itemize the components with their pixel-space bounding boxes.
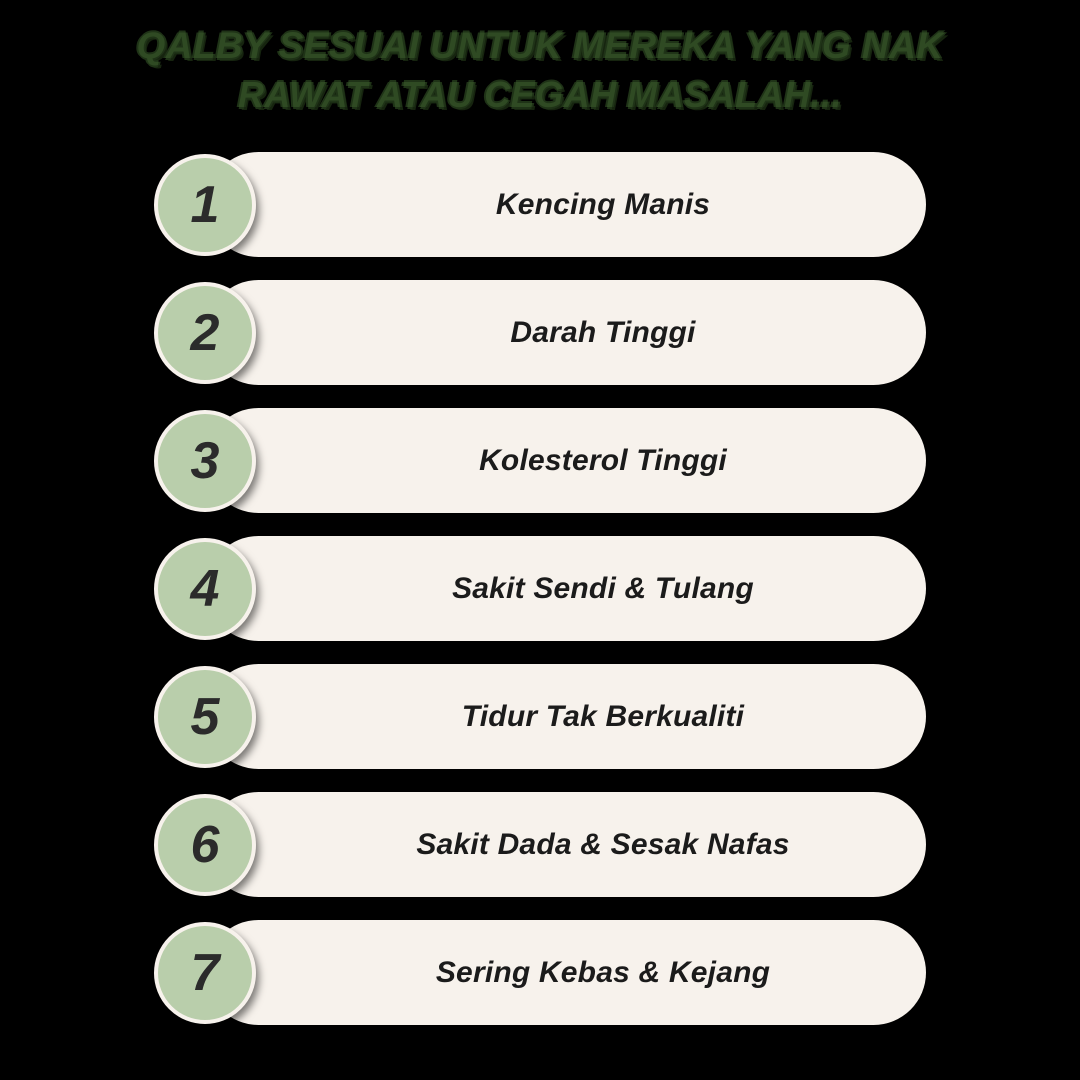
list-item-pill: [206, 152, 926, 257]
list-item-number: 6: [190, 816, 220, 875]
list-item-pill: [206, 280, 926, 385]
list-item-number: 2: [190, 304, 220, 363]
list-item-badge: [154, 794, 256, 896]
list-item-badge: [154, 922, 256, 1024]
list-item-number: 5: [190, 688, 220, 747]
list-item-label: Sakit Dada & Sesak Nafas: [416, 827, 790, 861]
list-item-number: 3: [190, 432, 220, 491]
list-item-label: Darah Tinggi: [510, 315, 696, 349]
list-item-pill: [206, 664, 926, 769]
list-item-number: 1: [190, 176, 220, 235]
list-item: [154, 280, 926, 391]
list-item-badge: [154, 282, 256, 384]
headline-line-2: RAWAT ATAU CEGAH MASALAH...: [237, 73, 843, 115]
list-item-badge: [154, 538, 256, 640]
list-item: [154, 152, 926, 263]
list-item-label: Sakit Sendi & Tulang: [452, 571, 754, 605]
list-item-number: 7: [190, 944, 220, 1003]
list-item-label: Sering Kebas & Kejang: [435, 955, 771, 989]
list-item-label: Kencing Manis: [495, 187, 711, 221]
list-item-number: 4: [190, 560, 220, 619]
list-item: [154, 664, 926, 775]
list-item-pill: [206, 536, 926, 641]
list-item-badge: [154, 666, 256, 768]
list-item-pill: [206, 920, 926, 1025]
headline-line-1: QALBY SESUAI UNTUK MEREKA YANG NAK: [136, 25, 944, 66]
list-item-label: Kolesterol Tinggi: [479, 443, 727, 477]
list-item: [154, 408, 926, 519]
list-item-label: Tidur Tak Berkualiti: [461, 699, 745, 733]
page-title: [0, 22, 1080, 118]
list-item-pill: [206, 792, 926, 897]
condition-list: [0, 152, 1080, 1031]
list-item-pill: [206, 408, 926, 513]
list-item: [154, 920, 926, 1031]
list-item-badge: [154, 410, 256, 512]
list-item-badge: [154, 154, 256, 256]
list-item: [154, 536, 926, 647]
list-item: [154, 792, 926, 903]
